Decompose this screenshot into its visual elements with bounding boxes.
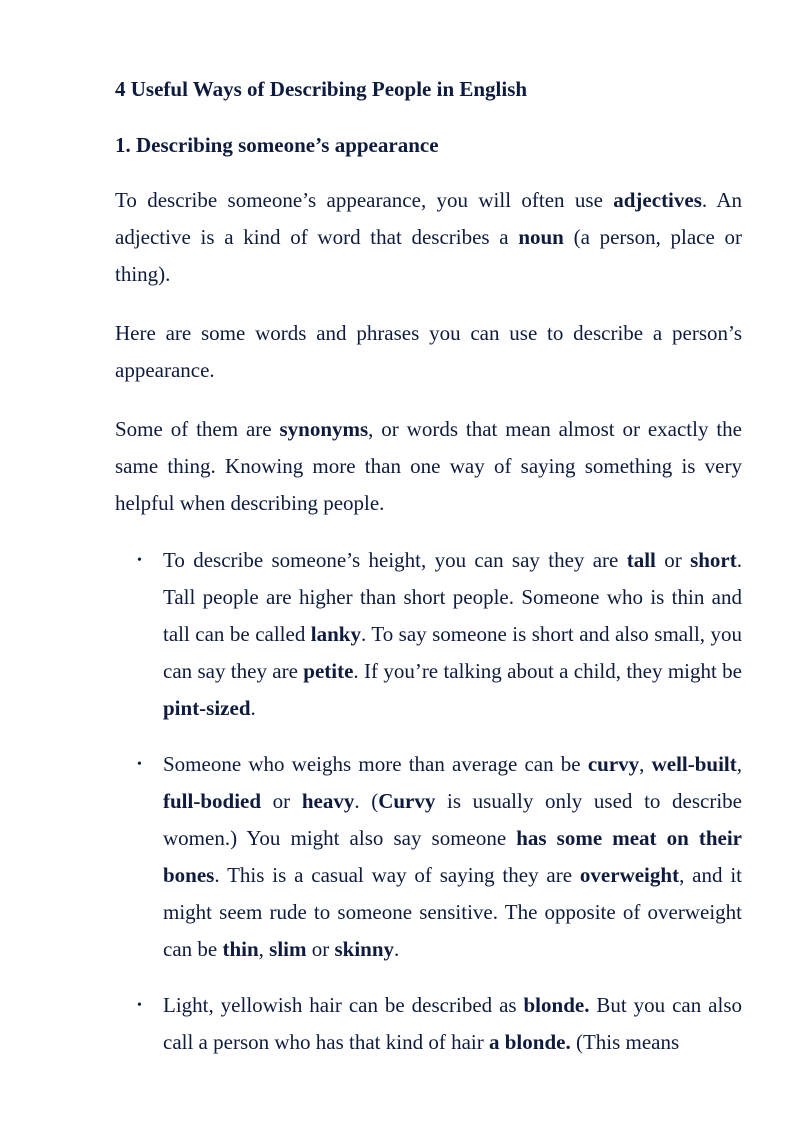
list-item-hair	[115, 987, 742, 1061]
bold-term: heavy	[301, 789, 355, 813]
text-run: (a person, place or thing).	[115, 225, 743, 286]
text-run: .	[394, 937, 400, 961]
text-run: ,	[639, 752, 652, 776]
bold-term: lanky	[310, 622, 361, 646]
text-run: ,	[736, 752, 743, 776]
text-run: , or words that mean almost or exactly the same thing. Knowing more than one way of saying something is very helpful when describing people.	[115, 417, 742, 515]
paragraph-adjectives	[115, 182, 742, 293]
text-run: ,	[258, 937, 270, 961]
text-run: Some of them are	[115, 417, 280, 441]
bold-term: skinny	[334, 937, 395, 961]
text-run: Someone who weighs more than average can be	[163, 752, 588, 776]
bold-term: slim	[269, 937, 307, 961]
text-run: To describe someone’s appearance, you will often use	[115, 188, 614, 212]
bold-term: has some meat on their bones	[163, 826, 742, 887]
document-title: 4 Useful Ways of Describing People in English	[115, 77, 528, 101]
bold-term: adjectives	[613, 188, 702, 212]
bold-term: full-bodied	[163, 789, 262, 813]
text-run: or	[655, 548, 691, 572]
text-run: . If you’re talking about a child, they might be	[353, 659, 742, 683]
bold-term: Curvy	[378, 789, 436, 813]
text-run: . This is a casual way of saying they are	[214, 863, 580, 887]
appearance-list	[115, 542, 742, 1061]
bold-term: tall	[626, 548, 656, 572]
text-run: Here are some words and phrases you can use to describe a person’s appearance.	[115, 321, 742, 382]
bold-term: noun	[518, 225, 564, 249]
text-run: . (	[354, 789, 379, 813]
text-run: or	[306, 937, 335, 961]
bold-term: short	[690, 548, 737, 572]
bold-term: a blonde.	[489, 1030, 571, 1054]
bold-term: overweight	[579, 863, 680, 887]
paragraph-intro	[115, 315, 742, 389]
list-item-height	[115, 542, 742, 727]
bold-term: well-built	[651, 752, 737, 776]
paragraph-synonyms	[115, 411, 742, 522]
bullet-icon: •	[137, 998, 142, 1013]
bold-term: curvy	[587, 752, 640, 776]
text-run: is usually only used to describe women.) You might also say someone	[163, 789, 743, 850]
text-run: , and it might seem rude to someone sensitive. The opposite of overweight can be	[163, 863, 742, 961]
text-run: . Tall people are higher than short people. Someone who is thin and tall can be called	[163, 548, 742, 646]
text-run: But you can also call a person who has that kind of hair	[163, 993, 742, 1054]
bold-term: synonyms	[279, 417, 369, 441]
bold-term: petite	[303, 659, 354, 683]
text-run: or	[261, 789, 302, 813]
bullet-icon: •	[137, 757, 142, 772]
bold-term: blonde.	[523, 993, 590, 1017]
text-run: Light, yellowish hair can be described as	[163, 993, 524, 1017]
bold-term: thin	[222, 937, 259, 961]
bullet-icon: •	[137, 553, 142, 568]
text-run: . An adjective is a kind of word that describes a	[115, 188, 742, 249]
text-run: (This means	[570, 1030, 680, 1054]
bold-term: pint-sized	[163, 696, 251, 720]
text-run: .	[250, 696, 256, 720]
text-run: To describe someone’s height, you can say they are	[163, 548, 627, 572]
list-item-weight	[115, 746, 742, 968]
text-run: . To say someone is short and also small, you can say they are	[163, 622, 742, 683]
section-heading: 1. Describing someone’s appearance	[115, 133, 439, 157]
